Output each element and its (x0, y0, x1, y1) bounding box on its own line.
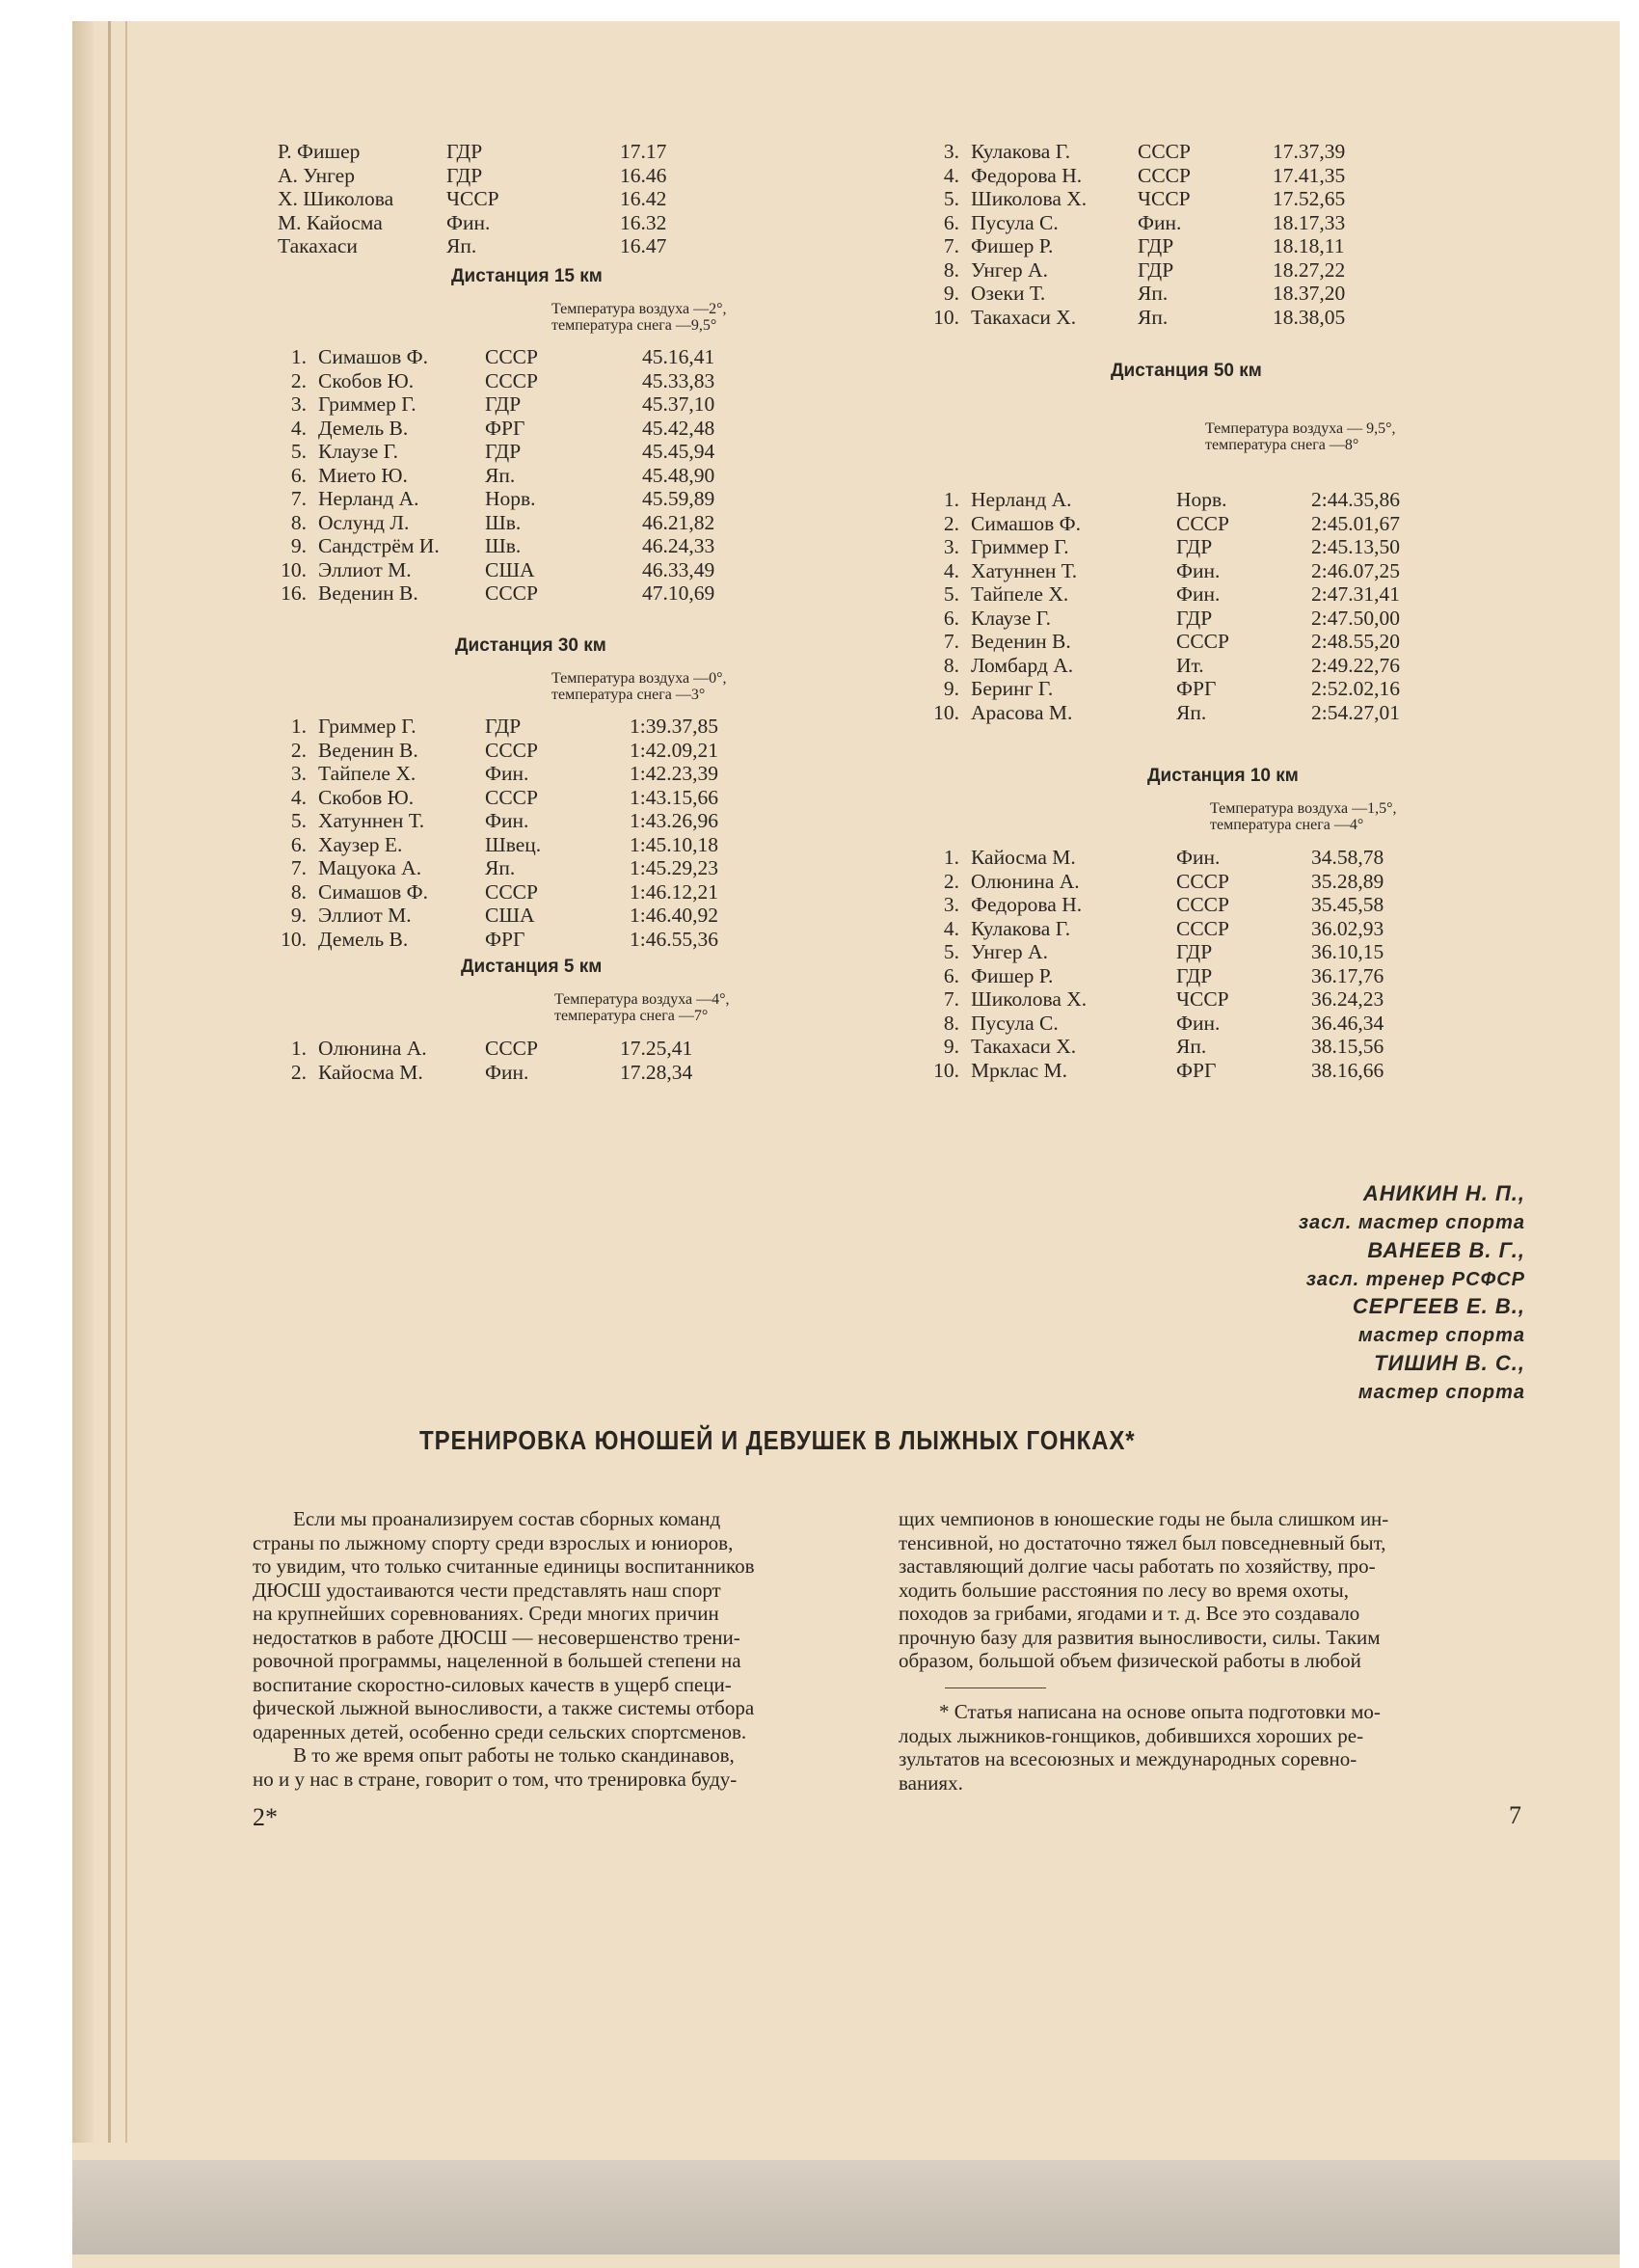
result-country: СССР (485, 368, 538, 392)
article-line: зультатов на всесоюзных и международных соревно- (899, 1747, 1357, 1770)
result-place: 7. (290, 487, 307, 510)
result-country: СССР (1176, 630, 1229, 653)
result-name: Федорова Н. (971, 163, 1083, 187)
result-place: 8. (943, 1011, 959, 1035)
result-result: 2:47.31,41 (1311, 582, 1400, 606)
result-place: 7. (290, 856, 307, 879)
author-name: СЕРГЕЕВ Е. В., (1352, 1294, 1525, 1318)
result-country: Фин. (1176, 558, 1221, 582)
result-name: Такахаси Х. (971, 1035, 1077, 1058)
result-country: Норв. (485, 487, 536, 510)
result-country: Фин. (1138, 210, 1182, 234)
result-result: 1:43.26,96 (630, 809, 718, 832)
result-country: СССР (1138, 140, 1191, 163)
signature-mark: 2* (253, 1803, 278, 1831)
result-name: Сандстрём И. (318, 534, 440, 557)
result-result: 2:49.22,76 (1311, 653, 1400, 677)
result-result: 35.28,89 (1311, 869, 1384, 893)
article-title: ТРЕНИРОВКА ЮНОШЕЙ И ДЕВУШЕК В ЛЫЖНЫХ ГОНКАХ* (419, 1425, 1136, 1455)
result-country: СССР (1176, 916, 1229, 940)
conditions-30km-air: Температура воздуха —0°, (551, 670, 727, 687)
result-country: ГДР (485, 392, 522, 416)
page-spine-edge (72, 21, 94, 2143)
result-result: 46.33,49 (642, 557, 715, 581)
article-line: фической лыжной выносливости, а также системы отбора (253, 1696, 755, 1719)
result-result: 1:46.12,21 (630, 879, 718, 904)
result-country: СССР (485, 785, 538, 809)
result-place: 5. (943, 187, 959, 210)
result-name: Ломбард А. (971, 653, 1074, 677)
result-place: 2. (943, 869, 959, 893)
result-result: 17.52,65 (1273, 187, 1346, 210)
result-name: Кайосма М. (971, 846, 1076, 869)
result-name: Кайосма М. (318, 1060, 423, 1084)
result-name: Хатуннен Т. (318, 809, 425, 832)
result-name: Шиколова Х. (971, 987, 1088, 1011)
article-line: недостатков в работе ДЮСШ — несовершенство трени- (253, 1625, 740, 1649)
result-name: Демель В. (318, 416, 409, 440)
result-result: 38.16,66 (1311, 1058, 1384, 1082)
result-place: 9. (943, 1035, 959, 1058)
result-country: США (485, 904, 535, 927)
result-result: 46.24,33 (642, 534, 715, 557)
article-body-right-column (899, 1507, 1516, 1673)
result-country: ФРГ (1176, 1058, 1217, 1082)
result-result: 36.24,23 (1311, 987, 1384, 1011)
result-country: ГДР (1138, 257, 1174, 282)
result-place: 9. (943, 282, 959, 305)
article-line: ходить большие расстояния по лесу во время охоты, (899, 1578, 1349, 1602)
result-place: 4. (943, 916, 959, 940)
result-name: Фишер Р. (971, 234, 1054, 257)
result-name: Демель В. (318, 927, 409, 951)
result-place: 16. (281, 581, 307, 605)
result-name: Фишер Р. (971, 963, 1054, 987)
result-result: 45.45,94 (642, 440, 715, 463)
result-result: 17.17 (620, 140, 667, 163)
result-place: 5. (943, 940, 959, 963)
result-result: 1:39.37,85 (630, 715, 718, 738)
result-country: ГДР (1138, 234, 1174, 257)
conditions-10km-snow: температура снега —4° (1210, 817, 1364, 833)
result-country: СССР (485, 879, 538, 904)
result-name: Федорова Н. (971, 893, 1083, 916)
result-result: 2:54.27,01 (1311, 700, 1400, 724)
result-place: 8. (290, 879, 307, 904)
result-place: 3. (290, 392, 307, 416)
result-result: 45.33,83 (642, 368, 715, 392)
article-line: образом, большой объем физической работы в любой (899, 1649, 1361, 1672)
result-result: 36.10,15 (1311, 940, 1384, 963)
article-line: ДЮСШ удостаиваются чести представлять наш спорт (253, 1578, 721, 1602)
result-name: Гриммер Г. (318, 715, 416, 738)
result-place: 3. (290, 762, 307, 785)
result-country: Яп. (1138, 305, 1169, 329)
spine-fold-line (125, 21, 127, 2143)
result-place: 6. (943, 963, 959, 987)
result-place: 10. (281, 927, 307, 951)
result-result: 2:46.07,25 (1311, 558, 1400, 582)
result-place: 9. (290, 904, 307, 927)
author-title: засл. мастер спорта (1298, 1212, 1525, 1233)
result-place: 5. (290, 809, 307, 832)
conditions-10km-air: Температура воздуха —1,5°, (1210, 800, 1397, 817)
result-country: ГДР (1176, 535, 1213, 558)
result-name: Симашов Ф. (971, 511, 1082, 535)
result-result: 18.17,33 (1273, 210, 1346, 234)
result-result: 1:42.09,21 (630, 738, 718, 762)
result-place: 1. (290, 715, 307, 738)
result-name: Веденин В. (971, 630, 1071, 653)
result-country: Яп. (485, 856, 516, 879)
result-result: 16.42 (620, 187, 667, 210)
section-heading-10km: Дистанция 10 км (1147, 766, 1299, 786)
result-result: 45.16,41 (642, 345, 715, 368)
result-result: 36.02,93 (1311, 916, 1384, 940)
result-name: Пусула С. (971, 210, 1059, 234)
article-line: воспитание скоростно-силовых качеств в ущерб специ- (253, 1672, 732, 1696)
result-country: ЧССР (1138, 187, 1191, 210)
result-result: 2:45.01,67 (1311, 511, 1400, 535)
section-heading-15km: Дистанция 15 км (451, 266, 603, 286)
conditions-50km-snow: температура снега —8° (1205, 437, 1359, 453)
result-result: 1:43.15,66 (630, 785, 718, 809)
result-name: Беринг Г. (971, 677, 1054, 700)
result-result: 1:45.29,23 (630, 856, 718, 879)
result-country: ГДР (446, 163, 483, 187)
result-result: 35.45,58 (1311, 893, 1384, 916)
result-result: 45.48,90 (642, 463, 715, 487)
result-name: Мрклас М. (971, 1058, 1067, 1082)
result-place: 2. (943, 511, 959, 535)
result-place: 7. (943, 630, 959, 653)
result-country: СССР (1176, 869, 1229, 893)
result-place: 7. (943, 987, 959, 1011)
result-place: 3. (943, 535, 959, 558)
result-country: США (485, 557, 535, 581)
result-name: Клаузе Г. (318, 440, 399, 463)
result-name: Такахаси (278, 234, 358, 257)
result-result: 17.28,34 (620, 1060, 693, 1084)
result-place: 10. (933, 1058, 959, 1082)
result-name: Мието Ю. (318, 463, 408, 487)
article-line: ваниях. (899, 1770, 963, 1795)
result-country: Норв. (1176, 488, 1227, 511)
result-name: Озеки Т. (971, 282, 1046, 305)
section-heading-5km: Дистанция 5 км (461, 957, 603, 977)
section-heading-50km: Дистанция 50 км (1111, 361, 1262, 381)
article-line: походов за грибами, ягодами и т. д. Все это создавало (899, 1602, 1360, 1625)
article-footnote (899, 1700, 1556, 1795)
result-result: 17.25,41 (620, 1037, 693, 1060)
result-result: 17.41,35 (1273, 163, 1346, 187)
conditions-30km-snow: температура снега —3° (551, 687, 706, 703)
result-name: Кулакова Г. (971, 140, 1071, 163)
result-name: Клаузе Г. (971, 606, 1052, 630)
result-country: Яп. (446, 234, 477, 257)
result-name: Тайпеле Х. (318, 762, 416, 785)
result-country: ФРГ (1176, 677, 1217, 700)
result-name: Симашов Ф. (318, 345, 429, 368)
result-country: СССР (485, 581, 538, 605)
article-line: тенсивной, но достаточно тяжел был повседневный быт, (899, 1530, 1386, 1554)
result-name: Мацуока А. (318, 856, 422, 879)
result-country: СССР (1176, 893, 1229, 916)
result-country: ГДР (1176, 940, 1213, 963)
author-title: мастер спорта (1357, 1382, 1525, 1403)
result-name: Олюнина А. (318, 1037, 427, 1060)
article-body-left-column (253, 1507, 910, 1791)
result-country: Фин. (1176, 846, 1221, 869)
result-place: 7. (943, 234, 959, 257)
result-result: 46.21,82 (642, 510, 715, 534)
author-name: ТИШИН В. С., (1374, 1351, 1525, 1375)
result-name: Веденин В. (318, 738, 418, 762)
result-place: 6. (290, 832, 307, 856)
result-country: Шв. (485, 510, 522, 534)
result-name: Шиколова Х. (971, 187, 1088, 210)
conditions-5km-snow: температура снега —7° (554, 1008, 709, 1024)
result-name: Нерланд А. (318, 487, 419, 510)
result-result: 1:45.10,18 (630, 832, 718, 856)
article-line: то увидим, что только считанные единицы воспитанников (253, 1554, 755, 1578)
result-country: СССР (485, 1037, 538, 1060)
result-result: 2:48.55,20 (1311, 630, 1400, 653)
result-result: 18.18,11 (1273, 234, 1345, 257)
result-result: 1:46.40,92 (630, 904, 718, 927)
result-place: 3. (943, 140, 959, 163)
page-number: 7 (1509, 1801, 1521, 1829)
result-place: 1. (943, 488, 959, 511)
result-country: Фин. (1176, 1011, 1221, 1035)
result-country: Шв. (485, 534, 522, 557)
result-result: 47.10,69 (642, 581, 715, 605)
article-line: на крупнейших соревнованиях. Среди многих причин (253, 1602, 719, 1625)
result-name: Х. Шиколова (278, 187, 394, 210)
result-country: ГДР (1176, 606, 1213, 630)
result-name: М. Кайосма (278, 210, 383, 234)
result-result: 16.46 (620, 163, 667, 187)
author-title: мастер спорта (1357, 1325, 1525, 1346)
conditions-15km-air: Температура воздуха —2°, (551, 301, 727, 317)
result-name: Олюнина А. (971, 869, 1080, 893)
result-name: Эллиот М. (318, 904, 412, 927)
result-country: Яп. (1176, 700, 1207, 724)
result-country: Ит. (1176, 653, 1204, 677)
result-place: 1. (943, 846, 959, 869)
result-country: ГДР (1176, 963, 1213, 987)
result-result: 2:47.50,00 (1311, 606, 1400, 630)
result-place: 5. (290, 440, 307, 463)
result-country: ГДР (485, 440, 522, 463)
result-result: 1:46.55,36 (630, 927, 718, 951)
result-place: 6. (290, 463, 307, 487)
result-place: 8. (290, 510, 307, 534)
result-name: Арасова М. (971, 700, 1073, 724)
page-bottom-shadow (72, 2160, 1620, 2254)
result-result: 1:42.23,39 (630, 762, 718, 785)
result-place: 10. (281, 557, 307, 581)
conditions-50km-air: Температура воздуха — 9,5°, (1205, 420, 1396, 437)
result-result: 16.32 (620, 210, 667, 234)
result-country: ГДР (485, 715, 522, 738)
article-line: но и у нас в стране, говорит о том, что тренировка буду- (253, 1767, 738, 1791)
result-country: Фин. (485, 1060, 529, 1084)
result-result: 2:45.13,50 (1311, 535, 1400, 558)
result-place: 4. (290, 785, 307, 809)
result-result: 17.37,39 (1273, 140, 1346, 163)
result-result: 34.58,78 (1311, 846, 1384, 869)
result-name: Гриммер Г. (318, 392, 416, 416)
article-line: * Статья написана на основе опыта подготовки мо- (939, 1700, 1381, 1723)
result-place: 2. (290, 368, 307, 392)
result-result: 36.46,34 (1311, 1011, 1384, 1035)
result-result: 2:52.02,16 (1311, 677, 1400, 700)
result-place: 8. (943, 257, 959, 282)
result-name: Кулакова Г. (971, 916, 1071, 940)
author-title: засл. тренер РСФСР (1305, 1269, 1525, 1290)
result-result: 18.38,05 (1273, 305, 1346, 329)
result-result: 2:44.35,86 (1311, 488, 1400, 511)
result-name: Эллиот М. (318, 557, 412, 581)
result-name: Хаузер Е. (318, 832, 403, 856)
article-line: ровочной программы, нацеленной в большей степени на (253, 1649, 741, 1672)
result-country: ЧССР (1176, 987, 1229, 1011)
result-result: 45.59,89 (642, 487, 715, 510)
result-country: Яп. (1176, 1035, 1207, 1058)
result-country: Яп. (1138, 282, 1169, 305)
result-name: Унгер А. (971, 940, 1048, 963)
result-result: 45.42,48 (642, 416, 715, 440)
result-name: Такахаси Х. (971, 305, 1077, 329)
result-country: СССР (1138, 163, 1191, 187)
result-country: Фин. (485, 762, 529, 785)
article-line: Если мы проанализируем состав сборных команд (293, 1507, 721, 1530)
article-line: В то же время опыт работы не только скандинавов, (293, 1743, 735, 1767)
result-country: СССР (1176, 511, 1229, 535)
result-place: 4. (943, 558, 959, 582)
result-result: 38.15,56 (1311, 1035, 1384, 1058)
article-line: страны по лыжному спорту среди взрослых и юниоров, (253, 1530, 734, 1554)
result-country: ЧССР (446, 187, 499, 210)
result-place: 1. (290, 1037, 307, 1060)
result-place: 1. (290, 345, 307, 368)
spine-fold-line (108, 21, 111, 2143)
result-place: 5. (943, 582, 959, 606)
result-place: 6. (943, 210, 959, 234)
result-place: 3. (943, 893, 959, 916)
result-name: Гриммер Г. (971, 535, 1069, 558)
result-place: 4. (290, 416, 307, 440)
article-line: прочную базу для развития выносливости, силы. Таким (899, 1625, 1381, 1649)
result-name: А. Унгер (278, 163, 355, 187)
conditions-15km-snow: температура снега —9,5° (551, 317, 717, 334)
result-name: Скобов Ю. (318, 368, 415, 392)
result-name: Симашов Ф. (318, 879, 429, 904)
result-place: 9. (290, 534, 307, 557)
result-result: 18.27,22 (1273, 257, 1346, 282)
result-name: Ослунд Л. (318, 510, 410, 534)
result-country: Яп. (485, 463, 516, 487)
result-place: 2. (290, 1060, 307, 1084)
result-country: СССР (485, 345, 538, 368)
author-name: ВАНЕЕВ В. Г., (1367, 1238, 1525, 1262)
conditions-5km-air: Температура воздуха —4°, (554, 991, 730, 1008)
result-place: 10. (933, 305, 959, 329)
result-name: Унгер А. (971, 257, 1048, 282)
result-country: Фин. (446, 210, 491, 234)
result-name: Скобов Ю. (318, 785, 415, 809)
article-line: лодых лыжников-гонщиков, добившихся хороших ре- (899, 1723, 1364, 1747)
result-result: 16.47 (620, 234, 667, 257)
result-result: 45.37,10 (642, 392, 715, 416)
result-country: ФРГ (485, 927, 525, 951)
section-heading-30km: Дистанция 30 км (455, 635, 606, 656)
result-country: Фин. (485, 809, 529, 832)
result-place: 10. (933, 700, 959, 724)
result-place: 9. (943, 677, 959, 700)
result-name: Нерланд А. (971, 488, 1072, 511)
result-country: ФРГ (485, 416, 525, 440)
article-line: одаренных детей, особенно среди сельских спортсменов. (253, 1719, 747, 1743)
result-result: 18.37,20 (1273, 282, 1346, 305)
result-name: Веденин В. (318, 581, 418, 605)
result-place: 2. (290, 738, 307, 762)
result-name: Хатуннен Т. (971, 558, 1078, 582)
result-name: Тайпеле Х. (971, 582, 1069, 606)
article-line: щих чемпионов в юношеские годы не была слишком ин- (899, 1507, 1389, 1530)
result-country: СССР (485, 738, 538, 762)
result-place: 8. (943, 653, 959, 677)
article-line: заставляющий долгие часы работать по хозяйству, про- (899, 1554, 1376, 1578)
result-place: 4. (943, 163, 959, 187)
author-name: АНИКИН Н. П., (1362, 1181, 1525, 1205)
result-country: Швец. (485, 832, 542, 856)
result-result: 36.17,76 (1311, 963, 1384, 987)
result-country: ГДР (446, 140, 483, 163)
result-country: Фин. (1176, 582, 1221, 606)
result-place: 6. (943, 606, 959, 630)
result-name: Р. Фишер (278, 140, 361, 163)
result-name: Пусула С. (971, 1011, 1059, 1035)
